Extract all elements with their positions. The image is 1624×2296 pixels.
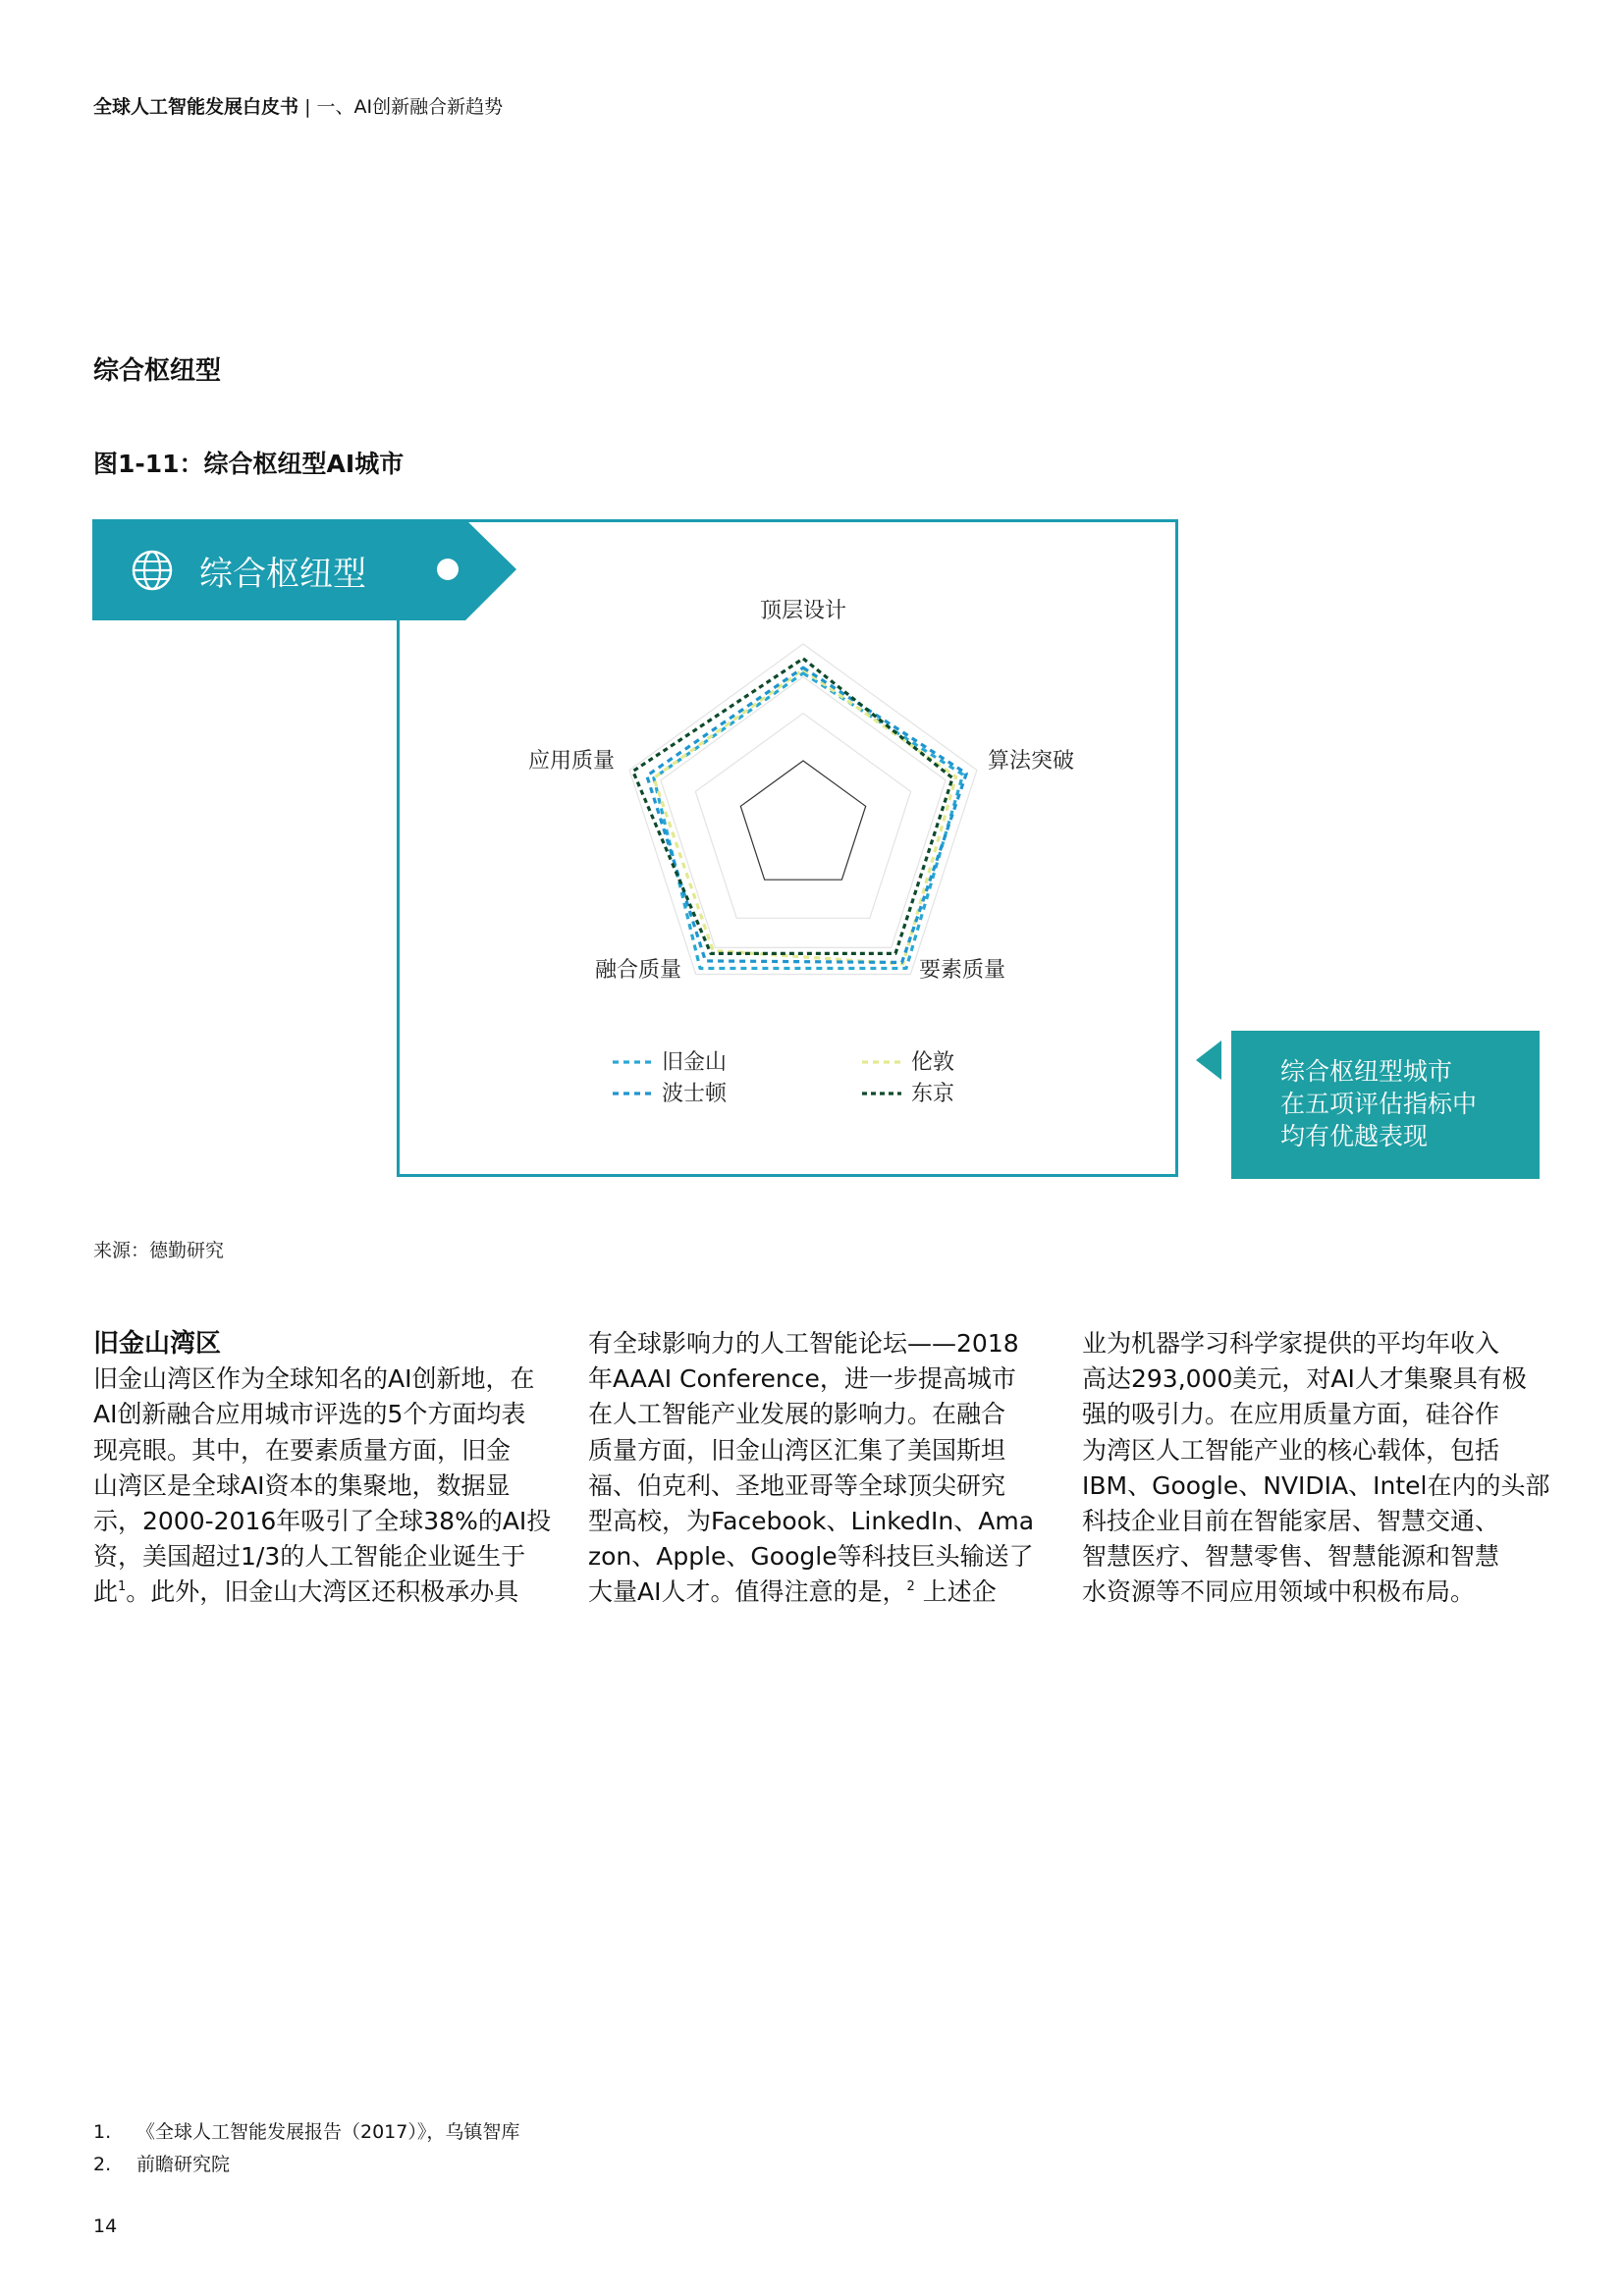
text-line: 科技企业目前在智能家居、智慧交通、 <box>1082 1507 1500 1536</box>
radar-series-伦敦 <box>654 669 956 964</box>
subhead: 旧金山湾区 <box>93 1329 222 1359</box>
text-line: 旧金山湾区作为全球知名的AI创新地，在 <box>93 1364 535 1394</box>
text-line: 型高校，为Facebook、LinkedIn、Ama <box>588 1507 1035 1536</box>
doc-title: 全球人工智能发展白皮书 <box>93 96 299 118</box>
axis-label: 顶层设计 <box>759 599 847 623</box>
footnote <box>93 2150 519 2182</box>
running-header <box>93 92 503 119</box>
text-line: 高达293,000美元，对AI人才集聚具有极 <box>1082 1364 1527 1394</box>
text-line: 智慧医疗、智慧零售、智慧能源和智慧 <box>1082 1542 1500 1572</box>
radar-grid-ring <box>695 714 910 919</box>
footnote-text: 《全球人工智能发展报告（2017）》，乌镇智库 <box>136 2121 520 2143</box>
text-line: 示，2000-2016年吸引了全球38%的AI投 <box>93 1507 552 1536</box>
legend-label: 伦敦 <box>911 1050 955 1075</box>
body-column-1 <box>93 1326 552 1611</box>
text-line <box>93 1575 545 1610</box>
figure-title: 图1-11：综合枢纽型AI城市 <box>93 450 405 478</box>
text-line: 强的吸引力。在应用质量方面，硅谷作 <box>1082 1400 1500 1429</box>
radar-legend <box>613 1050 954 1106</box>
axis-label: 融合质量 <box>594 958 681 983</box>
text-line: 现亮眼。其中，在要素质量方面，旧金 <box>93 1435 512 1465</box>
text-line: IBM、Google、NVIDIA、Intel在内的头部 <box>1082 1470 1550 1500</box>
footnote-text: 前瞻研究院 <box>136 2154 231 2175</box>
text-line: 福、伯克利、圣地亚哥等全球顶尖研究 <box>588 1470 1006 1500</box>
footnote-number: 2. <box>93 2154 112 2175</box>
banner-label: 综合枢纽型 <box>199 555 366 594</box>
callout-pointer <box>1196 1041 1223 1080</box>
text-line: 有全球影响力的人工智能论坛——2018 <box>588 1329 1019 1358</box>
text-line: 为湾区人工智能产业的核心载体，包括 <box>1082 1435 1500 1465</box>
text-fragment: 上述企 <box>922 1577 997 1607</box>
radar-axis-labels <box>528 599 1074 983</box>
legend-label: 波士顿 <box>662 1082 728 1106</box>
text-line: AI创新融合应用城市评选的5个方面均表 <box>93 1400 526 1429</box>
radar-chart <box>397 519 1178 1177</box>
callout-box <box>1231 1031 1540 1179</box>
body-column-2 <box>588 1326 1040 1611</box>
text-line: 在人工智能产业发展的影响力。在融合 <box>588 1400 1006 1429</box>
axis-label: 算法突破 <box>988 749 1075 774</box>
text-line: 资，美国超过1/3的人工智能企业诞生于 <box>93 1542 526 1572</box>
legend-label: 旧金山 <box>662 1050 728 1075</box>
text-line: 质量方面，旧金山湾区汇集了美国斯坦 <box>588 1435 1006 1465</box>
text-fragment: 大量AI人才。值得注意的是， <box>588 1577 907 1607</box>
footnote <box>93 2117 519 2150</box>
footnote-ref[interactable]: 2 <box>906 1579 915 1595</box>
radar-grid <box>629 644 977 974</box>
header-section: 一、AI创新融合新趋势 <box>316 96 504 118</box>
page-number: 14 <box>93 2216 118 2237</box>
callout-text <box>1280 1055 1526 1152</box>
text-line: 年AAAI Conference，进一步提高城市 <box>588 1364 1016 1394</box>
text-fragment: 。此外，旧金山大湾区还积极承办具 <box>126 1577 519 1607</box>
callout-line: 在五项评估指标中 <box>1280 1090 1478 1118</box>
section-title: 综合枢纽型 <box>93 356 222 386</box>
callout-line: 综合枢纽型城市 <box>1280 1057 1453 1086</box>
legend-label: 东京 <box>911 1082 955 1106</box>
callout-line: 均有优越表现 <box>1280 1122 1429 1150</box>
footnote-ref[interactable]: 1 <box>118 1579 127 1595</box>
radar-grid-ring <box>740 761 865 880</box>
axis-label: 应用质量 <box>527 749 615 774</box>
figure-source: 来源：德勤研究 <box>93 1240 225 1261</box>
footnote-number: 1. <box>93 2121 112 2143</box>
axis-label: 要素质量 <box>919 958 1006 983</box>
text-line: 水资源等不同应用领域中积极布局。 <box>1082 1577 1476 1607</box>
body-column-3 <box>1082 1326 1550 1611</box>
radar-grid-ring <box>629 644 977 974</box>
text-line: 山湾区是全球AI资本的集聚地，数据显 <box>93 1470 511 1500</box>
radar-grid-ring <box>661 676 946 947</box>
radar-series-东京 <box>633 659 952 954</box>
text-line: zon、Apple、Google等科技巨头输送了 <box>588 1542 1034 1572</box>
text-line <box>588 1575 1040 1610</box>
text-line: 业为机器学习科学家提供的平均年收入 <box>1082 1329 1500 1358</box>
text-fragment: 此 <box>93 1577 119 1607</box>
header-separator: | <box>304 96 311 118</box>
footnotes <box>93 2117 519 2182</box>
radar-series <box>633 659 967 969</box>
